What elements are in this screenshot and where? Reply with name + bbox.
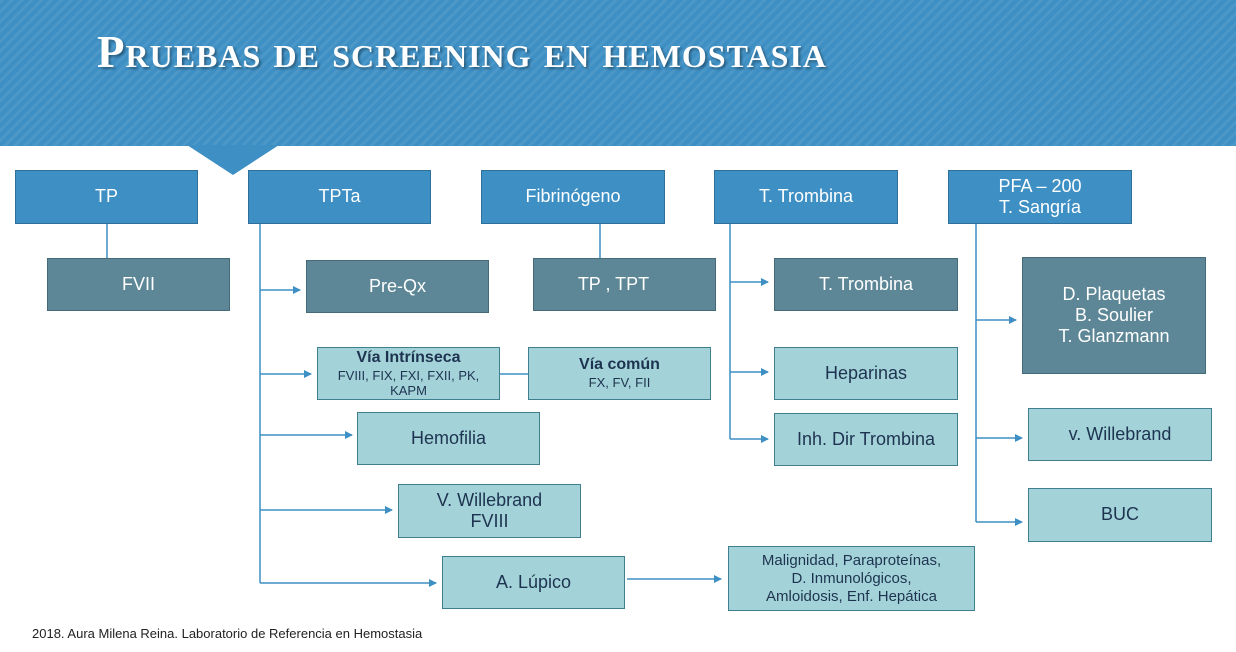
node-via-comun: [528, 347, 711, 400]
header-trombina-label: T. Trombina: [758, 186, 854, 207]
node-fvii-label: FVII: [121, 273, 155, 294]
node-vwillebrand-line2: FVIII: [470, 511, 509, 531]
node-alupico-label: A. Lúpico: [495, 571, 572, 592]
header-trombina: [714, 170, 898, 224]
node-malignidad-line3: Amloidosis, Enf. Hepática: [766, 587, 937, 605]
node-vwillebrand-line1: V. Willebrand: [436, 489, 543, 510]
page-title: Pruebas de screening en hemostasia: [97, 27, 828, 77]
header-pfa-line1: PFA – 200: [998, 175, 1082, 196]
node-plaquetas-line2: B. Soulier: [1074, 304, 1154, 325]
node-hemofilia: [357, 412, 540, 465]
via-intrinseca-detail: FVIII, FIX, FXI, FXII, PK, KAPM: [337, 367, 480, 398]
node-malignidad-line1: Malignidad, Paraproteínas,: [761, 551, 942, 569]
node-heparinas: [774, 347, 958, 400]
header-fibrinogeno-label: Fibrinógeno: [525, 186, 621, 207]
footer-credit: 2018. Aura Milena Reina. Laboratorio de Referencia en Hemostasia: [32, 626, 423, 641]
node-plaquetas: [1022, 257, 1206, 374]
node-fvii: [47, 258, 230, 311]
node-willebrand-label: v. Willebrand: [1068, 423, 1172, 444]
via-intrinseca-title: Vía Intrínseca: [356, 348, 461, 366]
node-preqx-label: Pre-Qx: [368, 275, 426, 296]
header-tpta: [248, 170, 431, 224]
header-tp-label: TP: [94, 186, 118, 207]
header-pfa-line2: T. Sangría: [998, 197, 1082, 217]
node-alupico: [442, 556, 625, 609]
node-willebrand: [1028, 408, 1212, 461]
node-inh-trombina-label: Inh. Dir Trombina: [796, 428, 936, 449]
via-comun-title: Vía común: [579, 356, 660, 374]
node-ttrombina-label: T. Trombina: [818, 273, 914, 294]
node-tp-tpt: [533, 258, 716, 311]
node-via-intrinseca: [317, 347, 500, 400]
header-tp: [15, 170, 198, 224]
node-ttrombina: [774, 258, 958, 311]
node-heparinas-label: Heparinas: [824, 362, 908, 383]
node-preqx: [306, 260, 489, 313]
header-pfa: [948, 170, 1132, 224]
node-buc: [1028, 488, 1212, 542]
node-plaquetas-line1: D. Plaquetas: [1062, 283, 1166, 304]
header-tpta-label: TPTa: [318, 186, 361, 207]
node-malignidad-line2: D. Inmunológicos,: [791, 569, 912, 587]
node-tp-tpt-label: TP , TPT: [577, 273, 650, 294]
node-malignidad: [728, 546, 975, 611]
header-fibrinogeno: [481, 170, 665, 224]
node-vwillebrand: [398, 484, 581, 538]
node-inh-trombina: [774, 413, 958, 466]
node-buc-label: BUC: [1100, 504, 1139, 525]
node-plaquetas-line3: T. Glanzmann: [1058, 326, 1170, 347]
node-hemofilia-label: Hemofilia: [410, 427, 487, 448]
via-comun-detail: FX, FV, FII: [588, 375, 651, 391]
